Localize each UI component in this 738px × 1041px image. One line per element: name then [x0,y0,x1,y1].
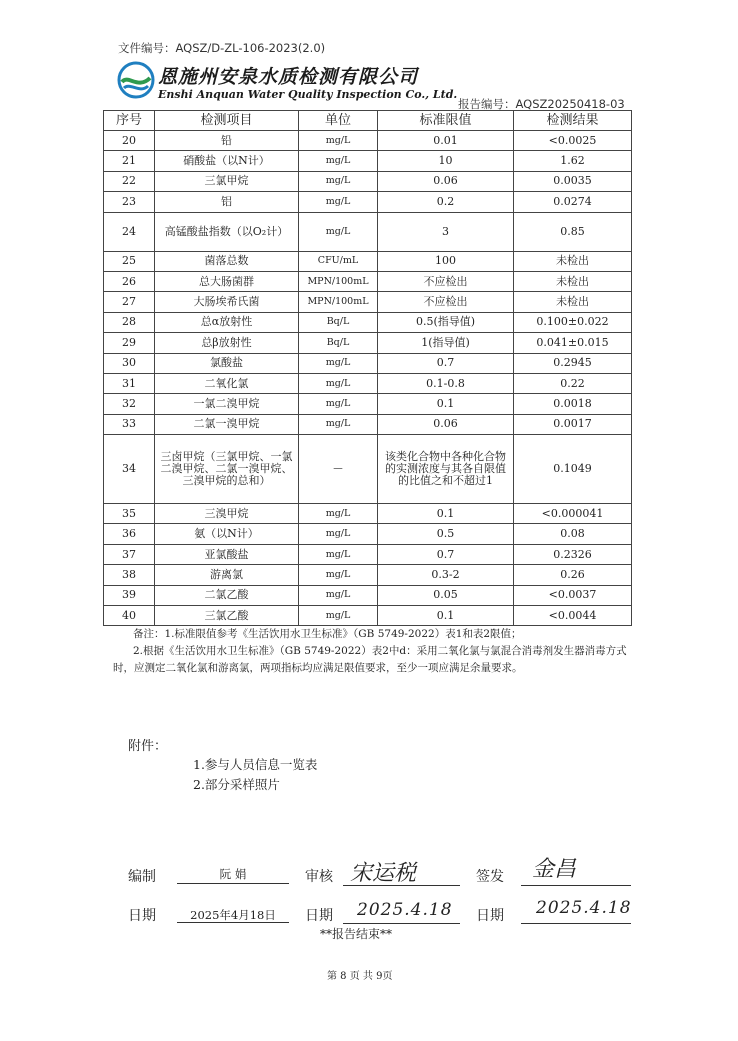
cell-no: 33 [104,414,155,434]
compile-date-label: 日期 [128,908,156,924]
cell-item: 总α放射性 [155,312,299,332]
document-number: 文件编号：AQSZ/D-ZL-106-2023(2.0) [118,41,326,55]
cell-unit: mg/L [299,151,378,171]
cell-no: 30 [104,353,155,373]
cell-no: 23 [104,192,155,212]
table-row [104,373,632,393]
cell-item: 游离氯 [155,565,299,585]
cell-unit: mg/L [299,353,378,373]
col-header-item: 检测项目 [155,111,299,131]
cell-limit: 0.1-0.8 [378,373,514,393]
cell-unit: — [299,435,378,504]
cell-item: 亚氯酸盐 [155,544,299,564]
cell-item: 三溴甲烷 [155,504,299,524]
remarks [113,626,633,677]
cell-no: 39 [104,585,155,605]
issue-date-underline [521,923,631,924]
cell-limit: 3 [378,212,514,251]
compile-date-underline [177,922,289,923]
report-end-mark: **报告结束** [320,927,393,941]
cell-no: 24 [104,212,155,251]
cell-limit: 0.05 [378,585,514,605]
cell-unit: mg/L [299,414,378,434]
compiler-label: 编制 [128,869,156,885]
cell-result: 0.0017 [514,414,632,434]
cell-no: 27 [104,292,155,312]
table-header-row [104,111,632,131]
table-row [104,394,632,414]
col-header-no: 序号 [104,111,155,131]
attachments-title: 附件： [128,739,168,754]
cell-result: 0.85 [514,212,632,251]
cell-no: 37 [104,544,155,564]
cell-item: 铅 [155,131,299,151]
company-logo-icon [116,60,156,104]
cell-result: <0.0025 [514,131,632,151]
table-row [104,251,632,271]
cell-item: 大肠埃希氏菌 [155,292,299,312]
cell-no: 29 [104,333,155,353]
cell-limit: 1(指导值) [378,333,514,353]
cell-no: 34 [104,435,155,504]
cell-result: 0.0035 [514,171,632,191]
table-row [104,131,632,151]
cell-limit: 0.1 [378,394,514,414]
table-row [104,171,632,191]
table-row [104,212,632,251]
cell-limit: 不应检出 [378,271,514,291]
cell-item: 铝 [155,192,299,212]
compiler-name: 阮 娟 [219,867,247,881]
cell-unit: mg/L [299,394,378,414]
cell-result: 1.62 [514,151,632,171]
cell-unit: mg/L [299,131,378,151]
cell-limit: 0.06 [378,414,514,434]
cell-unit: mg/L [299,544,378,564]
cell-limit: 0.01 [378,131,514,151]
cell-no: 25 [104,251,155,271]
cell-item: 二氧化氯 [155,373,299,393]
cell-result: <0.000041 [514,504,632,524]
attachment-item: 2.部分采样照片 [193,777,280,792]
cell-unit: mg/L [299,524,378,544]
report-number: 报告编号：AQSZ20250418-03 [458,97,625,111]
review-date: 2025.4.18 [357,900,453,920]
cell-limit: 该类化合物中各种化合物的实测浓度与其各自限值的比值之和不超过1 [378,435,514,504]
cell-result: 未检出 [514,271,632,291]
table-row [104,151,632,171]
cell-item: 氯酸盐 [155,353,299,373]
table-row [104,585,632,605]
col-header-result: 检测结果 [514,111,632,131]
cell-result: 未检出 [514,251,632,271]
cell-item: 三氯乙酸 [155,606,299,626]
cell-no: 40 [104,606,155,626]
table-row [104,544,632,564]
cell-no: 28 [104,312,155,332]
issuer-signature: 金昌 [532,857,577,882]
compiler-underline [177,883,289,884]
cell-no: 21 [104,151,155,171]
cell-unit: CFU/mL [299,251,378,271]
reviewer-signature: 宋运税 [350,861,417,886]
cell-limit: 0.2 [378,192,514,212]
table-row [104,606,632,626]
cell-unit: MPN/100mL [299,271,378,291]
cell-limit: 0.06 [378,171,514,191]
cell-item: 氨（以N计） [155,524,299,544]
table-row [104,271,632,291]
reviewer-label: 审核 [305,869,333,885]
cell-item: 一氯二溴甲烷 [155,394,299,414]
cell-no: 35 [104,504,155,524]
table-row [104,292,632,312]
remark-line-2: 2.根据《生活饮用水卫生标准》（GB 5749-2022）表2中d：采用二氧化氯与氯混合消毒剂发生器消毒方式时，应测定二氧化氯和游离氯，两项指标均应满足限值要求，至少一项应满足余量要求。 [113,645,627,674]
page-number: 第 8 页 共 9页 [327,971,393,982]
cell-no: 22 [104,171,155,191]
table-row [104,353,632,373]
cell-item: 总大肠菌群 [155,271,299,291]
cell-result: <0.0037 [514,585,632,605]
cell-item: 三卤甲烷（三氯甲烷、一氯二溴甲烷、二氯一溴甲烷、三溴甲烷的总和） [155,435,299,504]
compile-date: 2025年4月18日 [190,908,276,922]
cell-result: 0.1049 [514,435,632,504]
attachments-list [193,755,317,795]
table-row [104,192,632,212]
cell-no: 20 [104,131,155,151]
cell-unit: mg/L [299,212,378,251]
cell-no: 31 [104,373,155,393]
table-row [104,414,632,434]
remark-line-1: 备注：1.标准限值参考《生活饮用水卫生标准》（GB 5749-2022）表1和表2限值； [133,628,522,640]
cell-result: 0.0274 [514,192,632,212]
cell-unit: mg/L [299,565,378,585]
cell-result: 0.26 [514,565,632,585]
cell-result: 0.041±0.015 [514,333,632,353]
table-row [104,312,632,332]
issue-date: 2025.4.18 [536,898,632,918]
cell-unit: Bq/L [299,312,378,332]
cell-result: 0.08 [514,524,632,544]
cell-unit: mg/L [299,192,378,212]
cell-limit: 100 [378,251,514,271]
cell-result: 0.100±0.022 [514,312,632,332]
table-row [104,565,632,585]
table-row [104,524,632,544]
cell-item: 高锰酸盐指数（以O₂计） [155,212,299,251]
cell-no: 32 [104,394,155,414]
cell-unit: MPN/100mL [299,292,378,312]
cell-limit: 0.1 [378,606,514,626]
issuer-label: 签发 [476,869,504,885]
cell-unit: mg/L [299,171,378,191]
cell-no: 36 [104,524,155,544]
cell-limit: 不应检出 [378,292,514,312]
issue-date-label: 日期 [476,908,504,924]
cell-item: 总β放射性 [155,333,299,353]
cell-item: 二氯一溴甲烷 [155,414,299,434]
col-header-unit: 单位 [299,111,378,131]
cell-no: 26 [104,271,155,291]
cell-item: 二氯乙酸 [155,585,299,605]
cell-limit: 0.3-2 [378,565,514,585]
cell-limit: 0.7 [378,353,514,373]
cell-limit: 0.5 [378,524,514,544]
cell-result: 0.2326 [514,544,632,564]
review-date-label: 日期 [305,908,333,924]
col-header-limit: 标准限值 [378,111,514,131]
cell-unit: mg/L [299,585,378,605]
review-date-underline [343,923,460,924]
cell-unit: Bq/L [299,333,378,353]
issuer-underline [521,885,631,886]
cell-item: 硝酸盐（以N计） [155,151,299,171]
reviewer-underline [343,885,460,886]
cell-no: 38 [104,565,155,585]
cell-item: 菌落总数 [155,251,299,271]
cell-limit: 0.1 [378,504,514,524]
cell-item: 三氯甲烷 [155,171,299,191]
attachment-item: 1.参与人员信息一览表 [193,757,318,772]
cell-result: 0.22 [514,373,632,393]
cell-unit: mg/L [299,606,378,626]
cell-result: 未检出 [514,292,632,312]
results-table [103,110,632,626]
cell-result: <0.0044 [514,606,632,626]
cell-limit: 0.5(指导值) [378,312,514,332]
table-row [104,435,632,504]
company-name-cn: 恩施州安泉水质检测有限公司 [158,66,419,88]
table-row [104,504,632,524]
company-name-en: Enshi Anquan Water Quality Inspection Co., Ltd. [158,88,458,101]
cell-unit: mg/L [299,504,378,524]
cell-unit: mg/L [299,373,378,393]
cell-limit: 10 [378,151,514,171]
cell-result: 0.2945 [514,353,632,373]
cell-result: 0.0018 [514,394,632,414]
cell-limit: 0.7 [378,544,514,564]
table-row [104,333,632,353]
